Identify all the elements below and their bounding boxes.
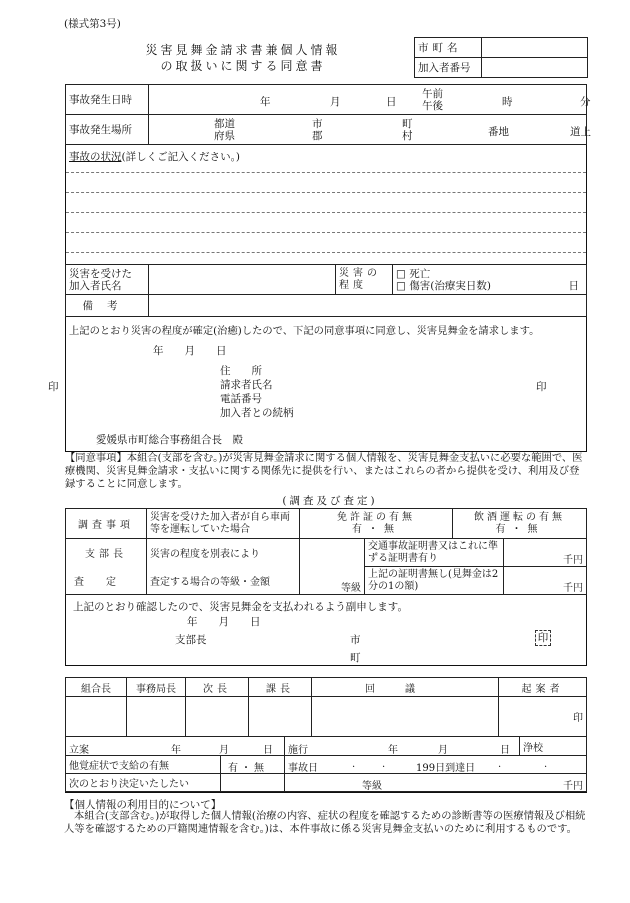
col-manager: 課長 — [249, 678, 312, 697]
cert-yes-amount[interactable] — [504, 539, 587, 567]
accident-place-field[interactable] — [149, 115, 591, 145]
drunk-cell[interactable] — [453, 509, 587, 539]
col-chief: 組合長 — [66, 678, 127, 697]
exec-row[interactable] — [285, 737, 520, 756]
draft-year: 年 — [171, 744, 181, 756]
unit-fuken: 府県 — [214, 129, 235, 142]
privacy-text: 本組合(支部含む。)が取得した個人情報(治療の内容、症状の程度を確認するための診断書等の医療情報及び相続人等を確認するための戸籍関連情報を含む。)は、本件事故に係る災害見舞金支払いのために利用するものです。 — [64, 810, 586, 835]
accident-status-field[interactable] — [66, 146, 586, 264]
cert-no-amount[interactable] — [504, 567, 587, 595]
cert-no-yen: 千円 — [563, 583, 583, 594]
address-label: 住 所 — [220, 365, 262, 377]
accident-day-dot2: . — [382, 758, 386, 770]
am-label: 午前 — [422, 87, 443, 100]
form-number: (様式第3号) — [64, 18, 121, 30]
branch-head-label: 支部長 — [66, 539, 147, 567]
am-pm — [422, 88, 443, 112]
review-heading: (調査及び査定) — [282, 495, 378, 507]
confirm-text: 上記のとおり確認したので、災害見舞金を支払われるよう副申します。 — [73, 601, 408, 613]
other-label: 他覚症状で支給の有無 — [69, 761, 169, 772]
recipient: 愛媛県市町総合事務組合長 殿 — [96, 434, 243, 446]
decide-grade: 等級 — [362, 780, 382, 792]
driving-question: 災害を受けた加入者が自ら車両等を運転していた場合 — [147, 509, 300, 539]
proof-cell[interactable] — [520, 737, 587, 756]
draft-day: 日 — [263, 744, 273, 756]
header-box — [414, 37, 588, 78]
victim-label: 災害を受けた加入者氏名 — [66, 265, 149, 295]
drunk-label: 飲酒運転の有無 — [474, 511, 565, 523]
col-deputy: 次長 — [186, 678, 249, 697]
exec-day: 日 — [500, 744, 510, 756]
member-number-field[interactable] — [482, 58, 588, 78]
decide-yen: 千円 — [563, 780, 583, 792]
stamp-secretary[interactable] — [127, 697, 186, 737]
unit-day: 日 — [386, 95, 397, 108]
review-table — [65, 508, 587, 539]
proof-label: 浄校 — [523, 742, 543, 754]
unit-minute: 分 — [580, 95, 591, 108]
other-row[interactable] — [66, 756, 285, 774]
unit-banchi: 番地 — [488, 125, 509, 138]
form-title — [128, 42, 358, 74]
remarks-field[interactable] — [149, 295, 587, 317]
form-title-line2: の取扱いに関する同意書 — [160, 59, 326, 73]
degree-table-label: 災害の程度を別表により — [147, 539, 300, 567]
unit-mura: 村 — [402, 129, 413, 142]
accident-day-dot1: . — [352, 758, 356, 770]
stamp-drafter[interactable] — [499, 697, 587, 737]
form-title-line1: 災害見舞金請求書兼個人情報 — [145, 43, 341, 57]
unit-machi: 町 — [402, 117, 413, 130]
grade-field[interactable] — [300, 567, 365, 595]
license-options[interactable]: 有・無 — [352, 523, 400, 535]
option-death[interactable]: □ 死亡 — [396, 267, 431, 280]
degree-label: 災害の程度 — [336, 265, 393, 295]
stamp-chief[interactable] — [66, 697, 127, 737]
review-shi: 市 — [350, 634, 361, 646]
claim-date[interactable]: 年 月 日 — [153, 345, 227, 357]
unit-year: 年 — [260, 95, 271, 108]
exec-year: 年 — [388, 744, 398, 756]
member-number-label: 加入者番号 — [415, 58, 482, 78]
decide-amount-row[interactable] — [285, 774, 587, 792]
draft-row[interactable] — [66, 737, 285, 756]
unit-gun: 郡 — [312, 129, 323, 142]
cert-no-label: 上記の証明書無し(見舞金は2分の1の額) — [365, 567, 504, 595]
unit-month: 月 — [330, 95, 341, 108]
draft-label: 立案 — [69, 744, 89, 756]
option-injury[interactable]: □ 傷害(治療実日数) — [396, 279, 491, 292]
cert-yes-yen: 千円 — [563, 555, 583, 566]
assess-table — [65, 538, 587, 595]
col-secretary: 事務局長 — [127, 678, 186, 697]
draft-month: 月 — [219, 744, 229, 756]
review-seal: 印 — [535, 630, 551, 646]
accident-status-label: 事故の状況 — [69, 151, 122, 163]
victim-name-field[interactable] — [149, 265, 336, 295]
accident-day-label: 事故日 — [288, 762, 318, 774]
relation-label: 加入者との続柄 — [220, 407, 294, 419]
approval-dates — [65, 736, 587, 792]
accident-day-row[interactable] — [285, 756, 587, 774]
review-machi: 町 — [350, 652, 361, 664]
accident-status-note: (詳しくご記入ください。) — [121, 151, 240, 163]
stamp-deputy[interactable] — [186, 697, 249, 737]
other-yes-no[interactable]: 有・無 — [228, 763, 267, 774]
review-date[interactable]: 年 月 日 — [187, 616, 261, 628]
assess-label: 査定 — [66, 567, 147, 595]
day199-dot1: . — [498, 758, 502, 770]
grade-field-top[interactable] — [300, 539, 365, 567]
col-drafter: 起案者 — [499, 678, 587, 697]
degree-options[interactable] — [393, 265, 587, 295]
claimant-block — [220, 364, 294, 420]
town-units — [402, 118, 413, 142]
col-circulation: 回議 — [312, 678, 499, 697]
left-seal: 印 — [48, 381, 59, 393]
claimant-label: 請求者氏名 — [220, 379, 273, 391]
unit-shi: 市 — [312, 117, 323, 130]
municipality-field[interactable] — [482, 38, 588, 58]
municipality-label: 市町名 — [415, 38, 482, 58]
grade-amount-label: 査定する場合の等級・金額 — [147, 567, 300, 595]
accident-date-label: 事故発生日時 — [66, 85, 149, 115]
license-cell[interactable] — [300, 509, 453, 539]
stamp-manager[interactable] — [249, 697, 312, 737]
victim-table — [65, 264, 587, 317]
unit-michi: 道上 — [570, 125, 591, 138]
phone-label: 電話番号 — [220, 393, 262, 405]
review-signer: 支部長 — [175, 634, 207, 646]
privacy-heading: 【個人情報の利用目的について】 — [64, 799, 222, 811]
consent-text: 【同意事項】本組合(支部を含む。)が災害見舞金請求に関する個人情報を、災害見舞金支払いに必要な範囲で、医療機関、災害見舞金請求・支払いに関する関係先に提供を行い、またはこれらの者から提供を受け、利用及び登録することに同意します。 — [65, 452, 583, 490]
accident-table — [65, 84, 591, 145]
days-unit: 日 — [568, 279, 579, 292]
pm-label: 午後 — [422, 99, 443, 112]
day199-label: 199日到達日 — [416, 762, 476, 774]
unit-hour: 時 — [502, 95, 513, 108]
license-label: 免許証の有無 — [337, 511, 415, 523]
city-units — [312, 118, 323, 142]
drafter-seal: 印 — [573, 713, 583, 724]
approval-table — [65, 677, 587, 737]
accident-date-field[interactable] — [149, 85, 591, 115]
pref-units — [214, 118, 235, 142]
items-label: 調査事項 — [66, 509, 147, 539]
claim-statement: 上記のとおり災害の程度が確定(治癒)したので、下記の同意事項に同意し、災害見舞金を請求します。 — [69, 325, 540, 337]
stamp-circulation[interactable] — [312, 697, 499, 737]
exec-label: 施行 — [288, 744, 308, 756]
unit-todo: 都道 — [214, 117, 235, 130]
grade-label: 等級 — [341, 583, 361, 594]
decide-row — [66, 774, 285, 792]
remarks-label: 備考 — [66, 295, 149, 317]
day199-dot2: . — [544, 758, 548, 770]
drunk-options[interactable]: 有・無 — [495, 523, 544, 535]
accident-place-label: 事故発生場所 — [66, 115, 149, 145]
exec-month: 月 — [438, 744, 448, 756]
cert-yes-label: 交通事故証明書又はこれに準ずる証明書有り — [365, 539, 504, 567]
decide-label: 次のとおり決定いたしたい — [69, 779, 189, 790]
claimant-seal: 印 — [536, 381, 547, 393]
